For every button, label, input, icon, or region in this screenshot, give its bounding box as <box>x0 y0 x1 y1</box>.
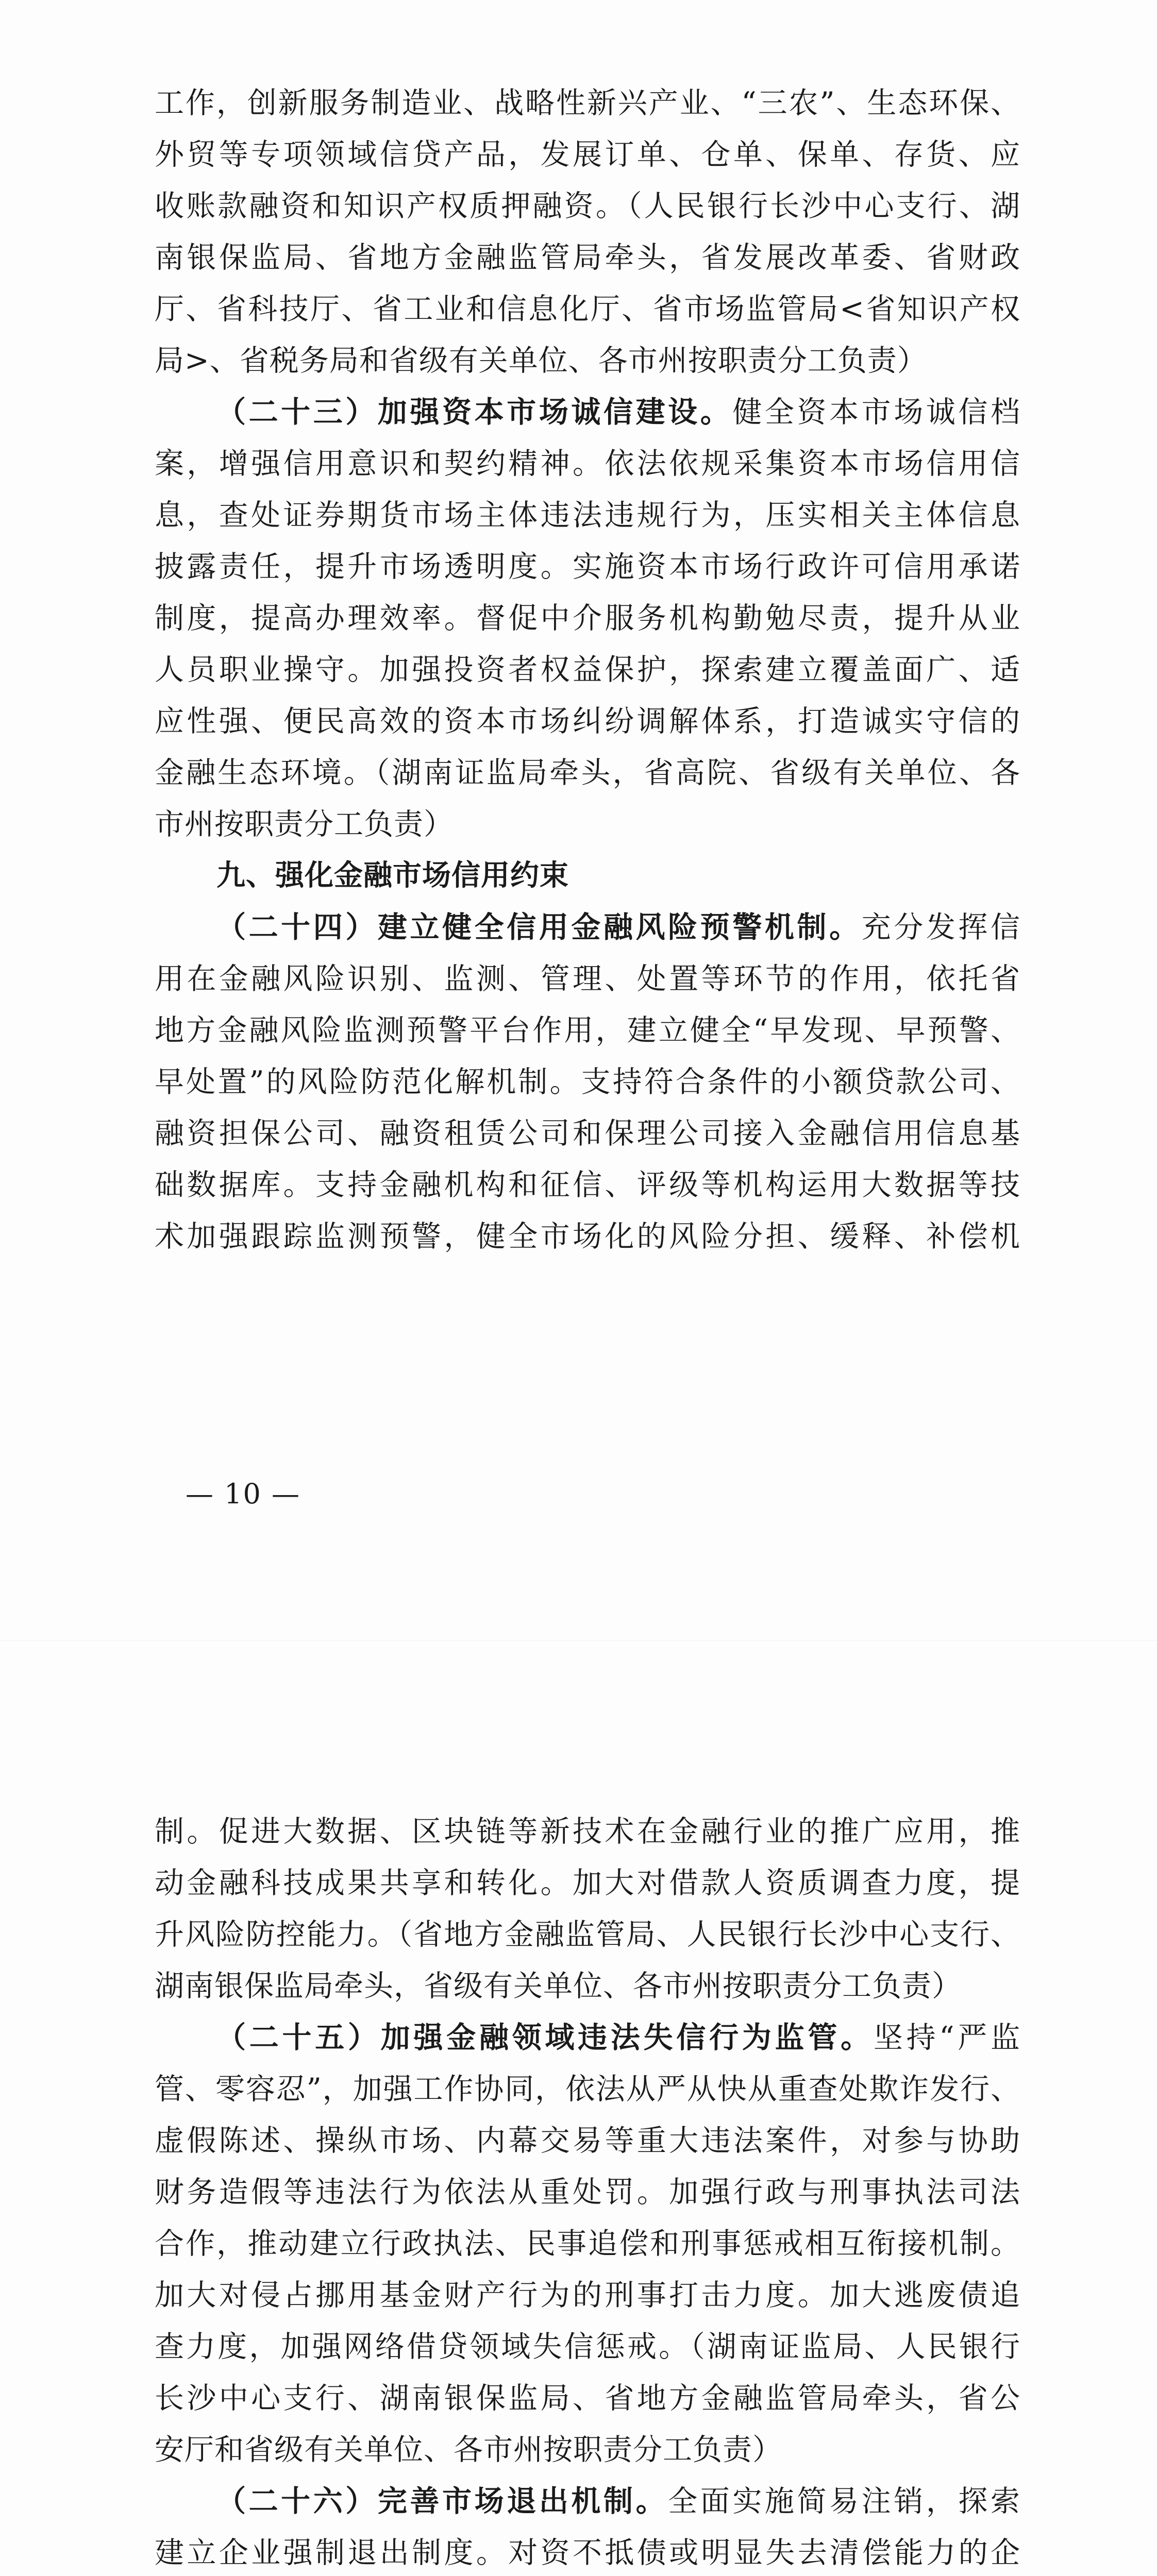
item-23-first-line <box>216 386 1020 438</box>
item-24-title: （二十四）建立健全信用金融风险预警机制。 <box>216 910 862 944</box>
paragraph-line: 融资担保公司、融资租赁公司和保理公司接入金融信用信息基 <box>155 1116 1020 1150</box>
paragraph-line: 披露责任，提升市场透明度。实施资本市场行政许可信用承诺 <box>155 550 1020 584</box>
item-23-text: 健全资本市场诚信档 <box>732 395 1021 429</box>
item-25-title: （二十五）加强金融领域违法失信行为监管。 <box>216 2020 874 2055</box>
paragraph-line: 金融生态环境。（湖南证监局牵头，省高院、省级有关单位、各 <box>155 756 1020 790</box>
paragraph-line: 升风险防控能力。（省地方金融监管局、人民银行长沙中心支行、 <box>155 1918 1020 1952</box>
item-26-first-line <box>216 2476 1020 2527</box>
item-24-first-line <box>216 902 1020 953</box>
paragraph-line: 南银保监局、省地方金融监管局牵头，省发展改革委、省财政 <box>155 241 1020 275</box>
paragraph-line: 收账款融资和知识产权质押融资。（人民银行长沙中心支行、湖 <box>155 189 1020 223</box>
paragraph-line: 外贸等专项领域信贷产品，发展订单、仓单、保单、存货、应 <box>155 138 1020 172</box>
paragraph-line: 建立企业强制退出制度。对资不抵债或明显失去清偿能力的企 <box>155 2536 1020 2570</box>
paragraph-line: 案，增强信用意识和契约精神。依法依规采集资本市场信用信 <box>155 447 1020 481</box>
paragraph-line: 加大对侵占挪用基金财产行为的刑事打击力度。加大逃废债追 <box>155 2278 1020 2312</box>
paragraph-line: 市州按职责分工负责） <box>155 807 454 841</box>
section-heading-9: 九、强化金融市场信用约束 <box>216 859 569 892</box>
paragraph-line: 用在金融风险识别、监测、管理、处置等环节的作用，依托省 <box>155 962 1020 996</box>
paragraph-line: 人员职业操守。加强投资者权益保护，探索建立覆盖面广、适 <box>155 653 1020 687</box>
paragraph-line: 制度，提高办理效率。督促中介服务机构勤勉尽责，提升从业 <box>155 601 1020 635</box>
paragraph-line: 术加强跟踪监测预警，健全市场化的风险分担、缓释、补偿机 <box>155 1219 1020 1253</box>
paragraph-line: 查力度，加强网络借贷领域失信惩戒。（湖南证监局、人民银行 <box>155 2330 1020 2364</box>
item-23-title: （二十三）加强资本市场诚信建设。 <box>216 395 733 429</box>
item-25-text: 坚持“严监 <box>873 2021 1021 2055</box>
paragraph-line: 管、零容忍”，加强工作协同，依法从严从快从重查处欺诈发行、 <box>155 2072 1020 2106</box>
paragraph-line: 础数据库。支持金融机构和征信、评级等机构运用大数据等技 <box>155 1168 1020 1202</box>
paragraph-line: 工作，创新服务制造业、战略性新兴产业、“三农”、生态环保、 <box>155 86 1020 120</box>
paragraph-line: 应性强、便民高效的资本市场纠纷调解体系，打造诚实守信的 <box>155 704 1020 738</box>
paragraph-line: 安厅和省级有关单位、各市州按职责分工负责） <box>155 2433 782 2467</box>
paragraph-line: 虚假陈述、操纵市场、内幕交易等重大违法案件，对参与协助 <box>155 2124 1020 2158</box>
paragraph-line: 厅、省科技厅、省工业和信息化厅、省市场监管局<省知识产权 <box>155 292 1020 326</box>
paragraph-line: 局>、省税务局和省级有关单位、各市州按职责分工负责） <box>155 344 927 378</box>
paragraph-line: 长沙中心支行、湖南银保监局、省地方金融监管局牵头，省公 <box>155 2381 1020 2415</box>
item-24-text: 充分发挥信 <box>861 910 1021 944</box>
paragraph-line: 息，查处证券期货市场主体违法违规行为，压实相关主体信息 <box>155 498 1020 532</box>
item-26-title: （二十六）完善市场退出机制。 <box>216 2484 668 2518</box>
paragraph-line: 财务造假等违法行为依法从重处罚。加强行政与刑事执法司法 <box>155 2175 1020 2209</box>
document-page-11 <box>0 1641 1157 2576</box>
paragraph-line: 动金融科技成果共享和转化。加大对借款人资质调查力度，提 <box>155 1866 1020 1900</box>
paragraph-line: 合作，推动建立行政执法、民事追偿和刑事惩戒相互衔接机制。 <box>155 2227 1020 2261</box>
paragraph-line: 地方金融风险监测预警平台作用，建立健全“早发现、早预警、 <box>155 1013 1020 1047</box>
page-number: — 10 — <box>186 1478 301 1510</box>
paragraph-line: 制。促进大数据、区块链等新技术在金融行业的推广应用，推 <box>155 1815 1020 1849</box>
item-25-first-line <box>216 2012 1020 2063</box>
item-26-text: 全面实施简易注销，探索 <box>668 2484 1021 2518</box>
paragraph-line: 湖南银保监局牵头，省级有关单位、各市州按职责分工负责） <box>155 1969 962 2003</box>
paragraph-line: 早处置”的风险防范化解机制。支持符合条件的小额贷款公司、 <box>155 1065 1020 1099</box>
